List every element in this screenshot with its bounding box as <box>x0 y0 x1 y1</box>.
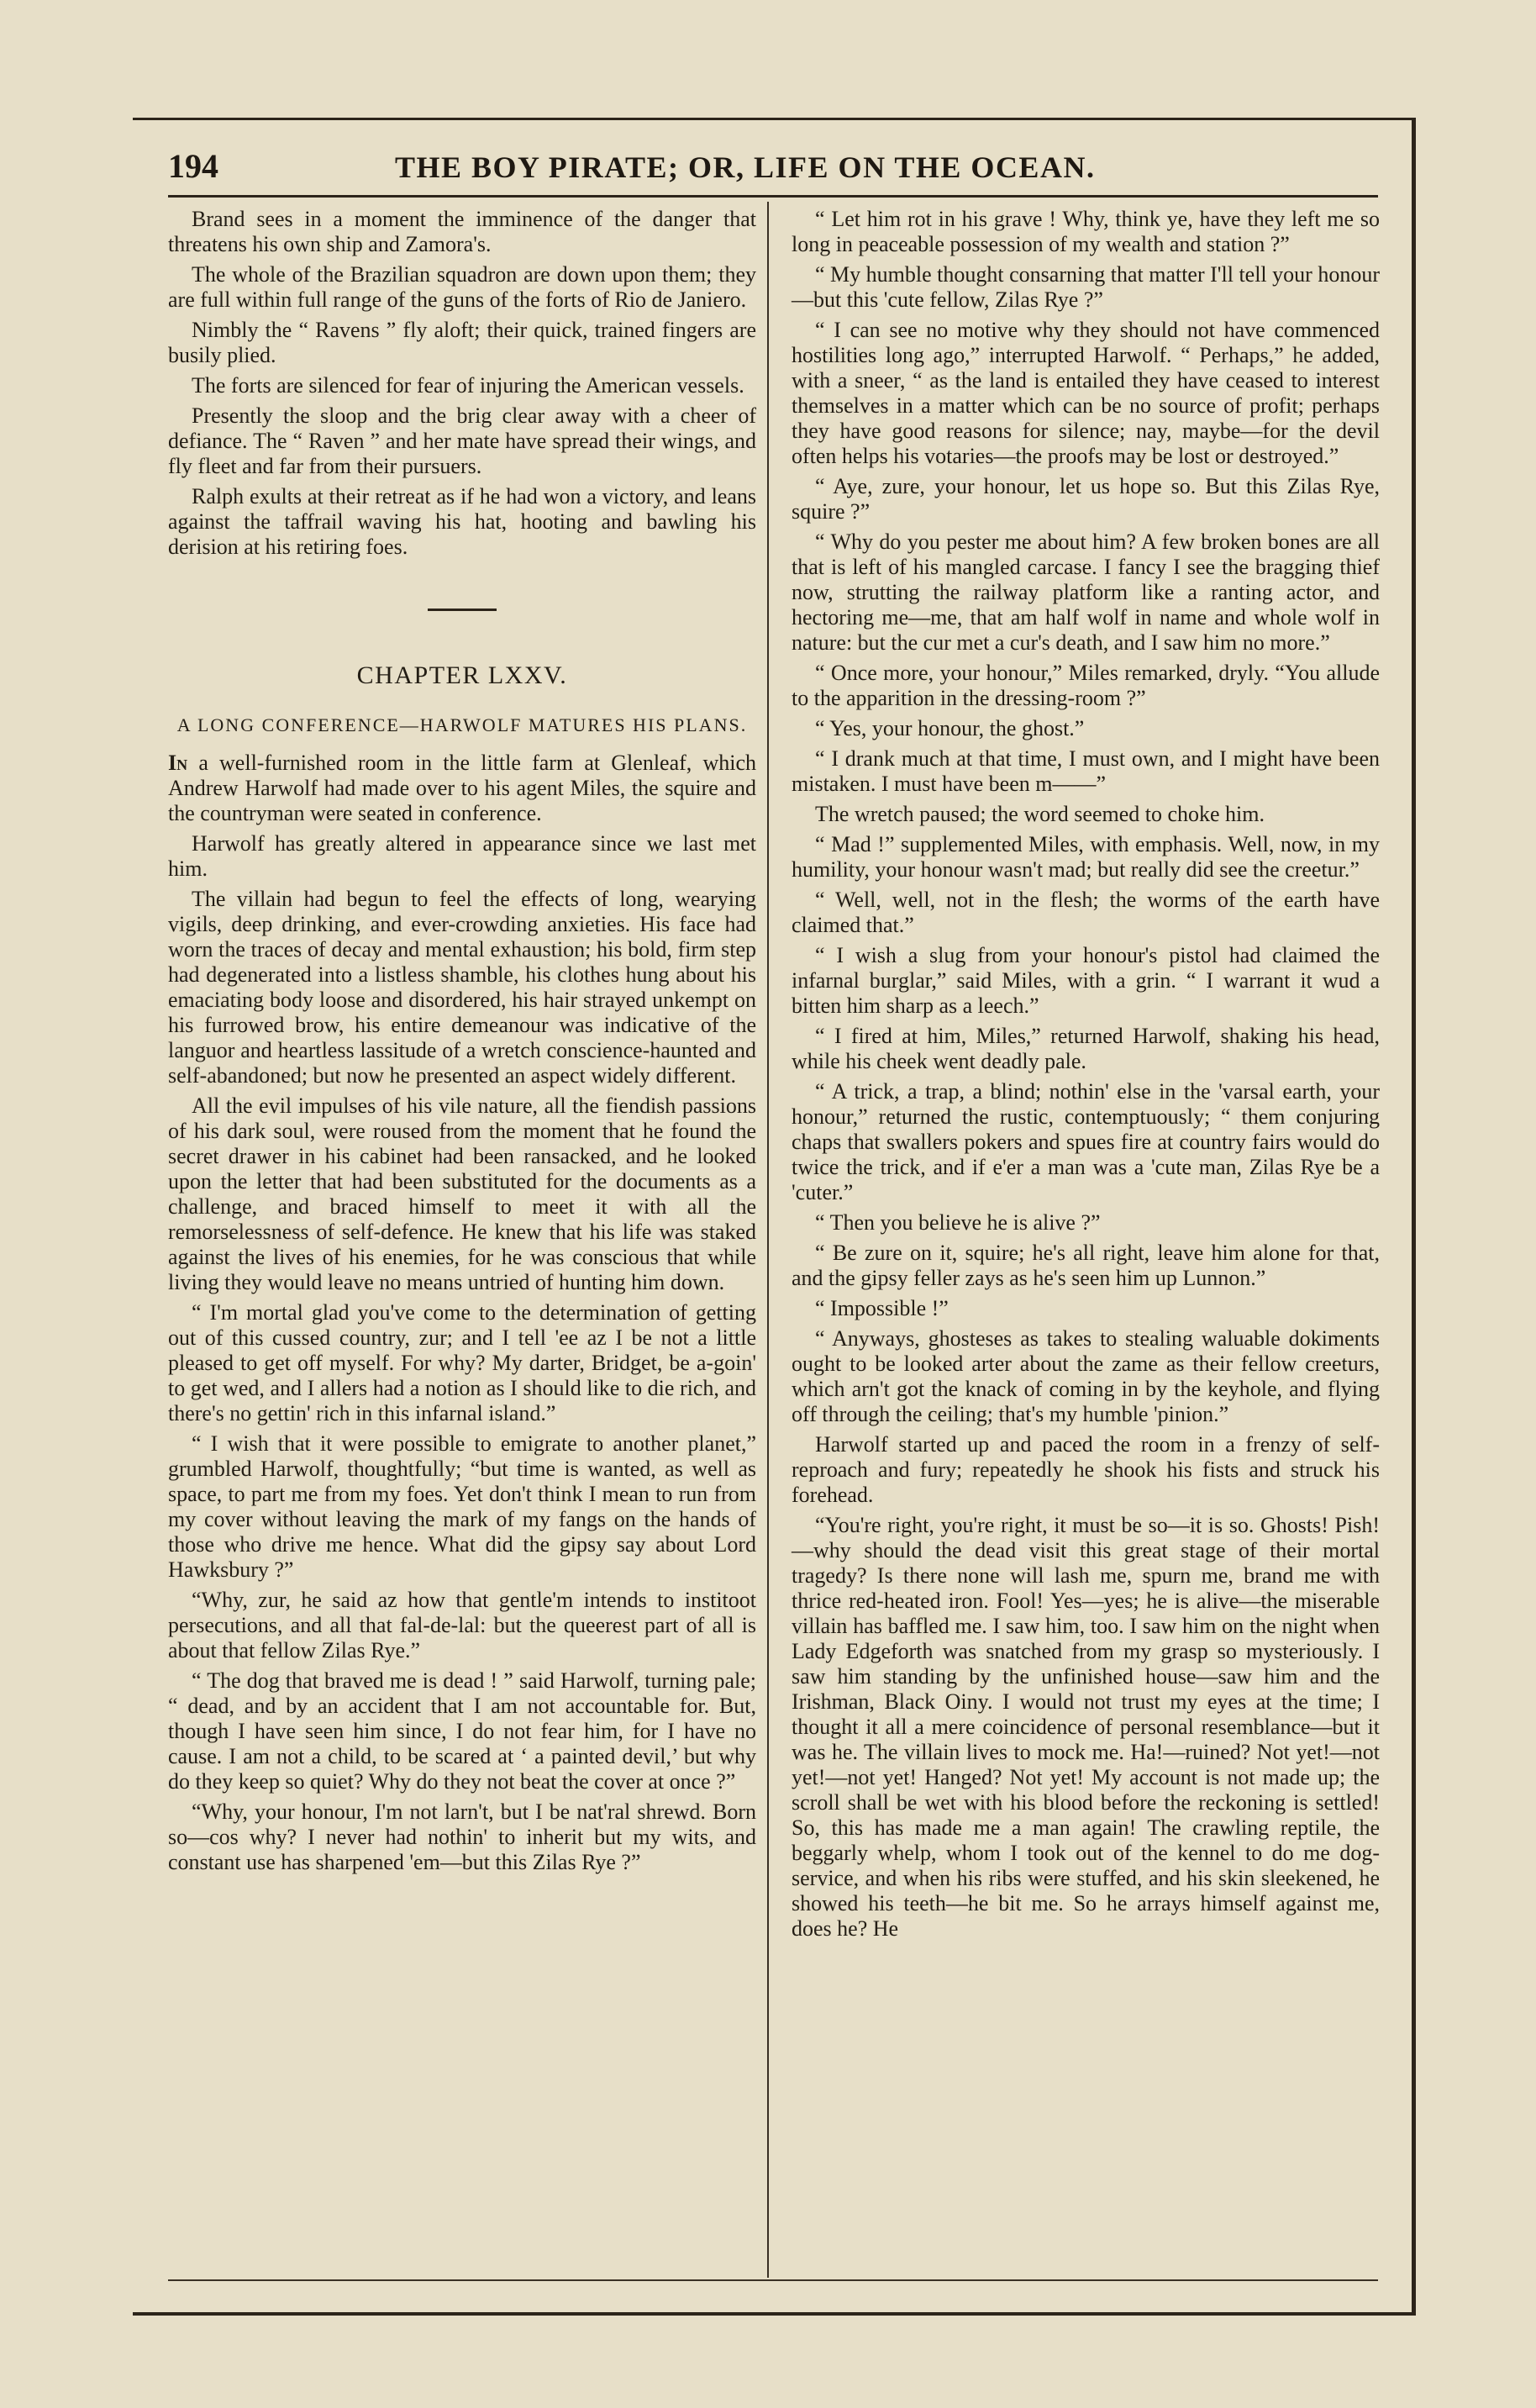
paragraph: “ Once more, your honour,” Miles remarked, dryly. “You allude to the apparition in the dressing-room ?” <box>792 661 1380 710</box>
paragraph: Brand sees in a moment the imminence of the danger that threatens his own ship and Zamora's. <box>168 207 756 256</box>
paragraph: “ Yes, your honour, the ghost.” <box>815 716 1085 740</box>
paragraph: The wretch paused; the word seemed to choke him. <box>815 802 1265 826</box>
paragraph: “ I wish a slug from your honour's pistol had claimed the infarnal burglar,” said Miles, with a grin. “ I warrant it wud a bitten him sharp as a leech.” <box>792 943 1380 1018</box>
section-break-rule <box>428 609 497 611</box>
paragraph: “You're right, you're right, it must be so—it is so. Ghosts! Pish!—why should the dead visit this great stage of their mortal tragedy? Is there none will lash me, spurn me, brand me with thrice red-heated iron. Fool! Yes—yes; he is alive—the miserable villain has baffled me. I saw him, too. I saw him on the night when Lady Edgeforth was snatched from my grasp so mysteriously. I saw him standing by the unfinished house—saw him and the Irishman, Black Oiny. I would not trust my eyes at the time; I thought it all a mere coincidence of personal resemblance—but it was he. The villain lives to mock me. Ha!—ruined? Not yet!—not yet!—not yet! Hanged? Not yet! My account is not made up; the scroll shall be wet with his blood before the reckoning is settled! So, this has made me a man again! The crawling reptile, the beggarly whelp, whom I took out of the kennel to do me dog-service, and when his ribs were stuffed, and his skin sleekened, he showed his teeth—he bit me. So he arrays himself against me, does he? He <box>792 1513 1380 1941</box>
paragraph: “ Well, well, not in the flesh; the worms of the earth have claimed that.” <box>792 888 1380 937</box>
page-number: 194 <box>168 147 218 185</box>
header-rule <box>168 195 1378 198</box>
column-divider <box>767 202 769 2278</box>
paragraph: “ Impossible !” <box>815 1296 949 1320</box>
opening-text: a well-furnished room in the little farm at Glenleaf, which Andrew Harwolf had made over to his agent Miles, the squire and the countryman were seated in conference. <box>168 751 757 825</box>
paragraph: “ Anyways, ghosteses as takes to stealing waluable dokiments ought to be looked arter about the zame as their fellow creeturs, which arn't got the knack of coming in by the keyhole, and flying off through the ceiling; that's my humble 'pinion.” <box>792 1326 1380 1426</box>
left-column <box>168 207 756 1880</box>
footer-rule <box>168 2279 1378 2281</box>
paragraph: “ Then you believe he is alive ?” <box>815 1210 1101 1235</box>
paragraph: “ I wish that it were possible to emigrate to another planet,” grumbled Harwolf, thoughtfully; “but time is wanted, as well as space, to part me from my foes. Yet don't think I mean to run from my cover without leaving the mark of my fangs on the hands of those who drive me hence. What did the gipsy say about Lord Hawksbury ?” <box>168 1431 756 1582</box>
paragraph: “Why, your honour, I'm not larn't, but I be nat'ral shrewd. Born so—cos why? I never had nothin' to inherit but my wits, and constant use has sharpened 'em—but this Zilas Rye ?” <box>168 1799 756 1874</box>
paragraph: “ Let him rot in his grave ! Why, think ye, have they left me so long in peaceable possession of my wealth and station ?” <box>792 207 1380 256</box>
paragraph: Harwolf started up and paced the room in a frenzy of self-reproach and fury; repeatedly he shook his fists and struck his forehead. <box>792 1432 1380 1507</box>
paragraph: “ I can see no motive why they should not have commenced hostilities long ago,” interrupted Harwolf. “ Perhaps,” he added, with a sneer, “ as the land is entailed they have ceased to interest themselves in a matter which can be no source of profit; perhaps they have good reasons for silence; nay, maybe—for the devil often helps his votaries—the proofs may be lost or destroyed.” <box>792 318 1380 468</box>
paragraph: “ Be zure on it, squire; he's all right, leave him alone for that, and the gipsy feller zays as he's seen him up Lunnon.” <box>792 1241 1380 1290</box>
paragraph: “ I drank much at that time, I must own, and I might have been mistaken. I must have been m——” <box>792 746 1380 796</box>
opening-paragraph <box>168 751 756 826</box>
running-title: THE BOY PIRATE; OR, LIFE ON THE OCEAN. <box>395 150 1096 184</box>
chapter-heading: CHAPTER LXXV. <box>356 661 568 689</box>
right-column <box>792 207 1380 1947</box>
paragraph: “ Mad !” supplemented Miles, with emphasis. Well, now, in my humility, your honour wasn't mad; but really did see the creetur.” <box>792 832 1380 882</box>
paragraph: “ A trick, a trap, a blind; nothin' else in the 'varsal earth, your honour,” returned the rustic, contemptuously; “ them conjuring chaps that swallers pokers and spues fire at country fairs would do twice the trick, and if e'er a man was a 'cute man, Zilas Rye be a 'cuter.” <box>792 1079 1380 1204</box>
paragraph: Ralph exults at their retreat as if he had won a victory, and leans against the taffrail waving his hat, hooting and bawling his derision at his retiring foes. <box>168 484 756 559</box>
paragraph: The whole of the Brazilian squadron are down upon them; they are full within full range of the guns of the forts of Rio de Janiero. <box>168 262 756 312</box>
paragraph: The villain had begun to feel the effects of long, wearying vigils, deep drinking, and ever-crowding anxieties. His face had worn the traces of decay and mental exhaustion; his bold, firm step had degenerated into a listless shamble, his clothes hung about his emaciating body loose and disordered, his hair strayed unkempt on his furrowed brow, his entire demeanour was indicative of the languor and heartless lassitude of a wretch conscience-haunted and self-abandoned; but now he presented an aspect widely different. <box>168 887 756 1088</box>
paragraph: “ I fired at him, Miles,” returned Harwolf, shaking his head, while his cheek went deadly pale. <box>792 1024 1380 1073</box>
paragraph: Nimbly the “ Ravens ” fly aloft; their quick, trained fingers are busily plied. <box>168 318 756 367</box>
paragraph: “Why, zur, he said az how that gentle'm intends to institoot persecutions, and all that fal-de-lal: but the queerest part of all is about that fellow Zilas Rye.” <box>168 1588 756 1662</box>
paragraph: “ The dog that braved me is dead ! ” said Harwolf, turning pale; “ dead, and by an accident that I am not accountable for. But, though I have seen him since, I do not fear him, for I have no cause. I am not a child, to be scared at ‘ a painted devil,’ but why do they keep so quiet? Why do they not beat the cover at once ?” <box>168 1668 756 1794</box>
paragraph: “ Aye, zure, your honour, let us hope so. But this Zilas Rye, squire ?” <box>792 474 1380 524</box>
paragraph: Presently the sloop and the brig clear away with a cheer of defiance. The “ Raven ” and her mate have spread their wings, and fly fleet and far from their pursuers. <box>168 403 756 478</box>
paragraph: “ My humble thought consarning that matter I'll tell your honour—but this 'cute fellow, Zilas Rye ?” <box>792 262 1380 312</box>
paragraph: The forts are silenced for fear of injuring the American vessels. <box>192 373 744 398</box>
chapter-subtitle: A LONG CONFERENCE—HARWOLF MATURES HIS PLANS. <box>176 714 748 735</box>
opening-first-word: In <box>168 751 188 775</box>
paragraph: All the evil impulses of his vile nature, all the fiendish passions of his dark soul, were roused from the moment that he found the secret drawer in his cabinet had been ransacked, and he looked upon the letter that had been substituted for the documents as a challenge, and braced himself to meet it with all the remorselessness of self-defence. He knew that his life was staked against the lives of his enemies, for he was conscious that while living they would leave no means untried of hunting him down. <box>168 1093 756 1294</box>
paragraph: “ I'm mortal glad you've come to the determination of getting out of this cussed country, zur; and I tell 'ee az I be not a little pleased to get off myself. For why? My darter, Bridget, be a-goin' to get wed, and I allers had a notion as I should like to die rich, and there's no gettin' rich in this infarnal island.” <box>168 1300 756 1425</box>
page-header <box>168 134 1378 193</box>
paragraph: “ Why do you pester me about him? A few broken bones are all that is left of his mangled carcase. I fancy I see the bragging thief now, strutting the railway platform like a ranting actor, and hectoring me—me, that am half wolf in name and whole wolf in nature: but the cur met a cur's death, and I saw him no more.” <box>792 530 1380 655</box>
paragraph: Harwolf has greatly altered in appearance since we last met him. <box>168 831 756 881</box>
